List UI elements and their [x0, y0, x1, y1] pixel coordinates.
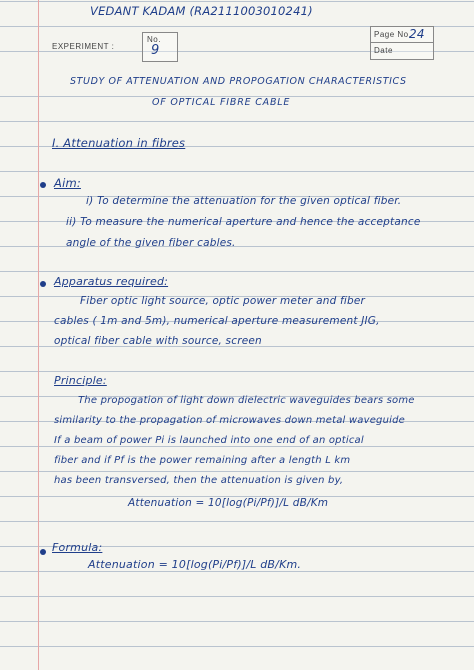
- principle-line-5: has been transversed, then the attenuation is given by,: [54, 475, 344, 486]
- aim-line-1: i) To determine the attenuation for the given optical fiber.: [86, 195, 402, 207]
- author-line: VEDANT KADAM (RA2111003010241): [90, 4, 313, 18]
- apparatus-label: Apparatus required:: [54, 275, 169, 288]
- title-line-2: OF OPTICAL FIBRE CABLE: [152, 97, 291, 108]
- apparatus-line-1: Fiber optic light source, optic power meter and fiber: [80, 295, 366, 307]
- title-line-1: STUDY OF ATTENUATION AND PROPOGATION CHARACTERISTICS: [70, 76, 407, 87]
- experiment-number: 9: [151, 43, 160, 58]
- principle-equation: Attenuation = 10[log(Pi/Pf)]/L dB/Km: [128, 497, 329, 509]
- formula-label: Formula:: [52, 541, 103, 554]
- aim-line-3: angle of the given fiber cables.: [66, 237, 236, 249]
- experiment-label: EXPERIMENT :: [52, 42, 115, 51]
- principle-line-4: fiber and if Pf is the power remaining after a length L km: [54, 455, 351, 466]
- apparatus-line-3: optical fiber cable with source, screen: [54, 335, 262, 347]
- section-heading: I. Attenuation in fibres: [52, 136, 186, 150]
- principle-line-1: The propogation of light down dielectric waveguides bears some: [78, 395, 415, 406]
- page-date-box: [370, 26, 434, 60]
- aim-line-2: ii) To measure the numerical aperture and hence the acceptance: [66, 216, 421, 228]
- aim-label: Aim:: [54, 176, 81, 190]
- principle-label: Principle:: [54, 374, 107, 387]
- page-no-label: Page No.: [374, 30, 412, 39]
- apparatus-line-2: cables ( 1m and 5m), numerical aperture measurement JIG,: [54, 315, 380, 327]
- page-no-value: 24: [409, 27, 425, 41]
- box-divider: [371, 42, 433, 43]
- principle-line-3: If a beam of power Pi is launched into one end of an optical: [54, 435, 364, 446]
- no-label: No.: [147, 35, 161, 44]
- aim-bullet: [40, 182, 46, 188]
- date-label: Date: [374, 46, 393, 55]
- margin-line: [38, 0, 39, 670]
- apparatus-bullet: [40, 281, 46, 287]
- formula-equation: Attenuation = 10[log(Pi/Pf)]/L dB/Km.: [88, 558, 302, 571]
- formula-bullet: [40, 549, 46, 555]
- experiment-number-box: [142, 32, 178, 62]
- principle-line-2: similarity to the propagation of microwaves down metal waveguide: [54, 415, 406, 426]
